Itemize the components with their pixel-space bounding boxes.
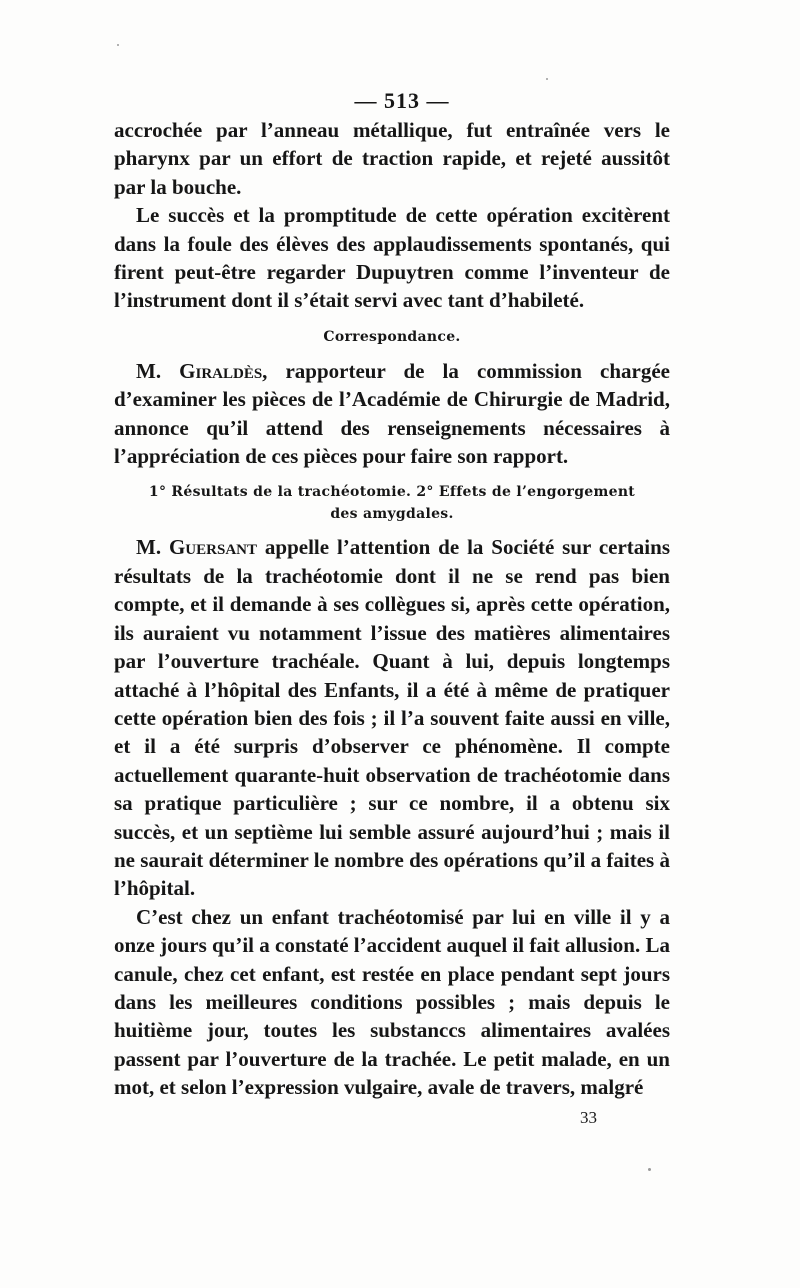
paragraph-body: appelle l’attention de la Société sur certains résultats de la trachéotomie dont il ne se rend pas bien compte, et il demande à ses collègues si, après cette opération, ils auraient vu notamment l’issue des matières alimentaires par l’ouverture trachéale. Quant à lui, depuis longtemps attaché à l’hôpital des Enfants, il a été à même de pratiquer cette opération bien des fois ; il l’a souvent faite aussi en ville, et il a été surpris d’observer ce phénomène. Il compte actuellement quarante-huit observation de trachéotomie dans sa pratique particulière ; sur ce nombre, il a obtenu six succès, et un septième lui semble assuré aujourd’hui ; mais il ne saurait déterminer le nombre des opérations qu’il a faites à l’hôpital. bbox=[114, 535, 670, 901]
paragraph-dupuytren: Le succès et la promptitude de cette opération excitèrent dans la foule des élèves des applaudissements spontanés, qui firent peut-être regarder Dupuytren comme l’inventeur de l’instrument dont il s’était servi avec tant d’habileté. bbox=[114, 203, 670, 313]
heading-line: 1° Résultats de la trachéotomie. 2° Effets de l’engorgement bbox=[148, 484, 636, 501]
paragraph-giraldes bbox=[114, 357, 670, 471]
text-prefix: M. bbox=[136, 358, 180, 383]
paragraph-guersant bbox=[114, 533, 670, 902]
person-name: Guersant bbox=[168, 535, 257, 560]
paragraph-body: , rapporteur de la commission chargée d’examiner les pièces de l’Académie de Chirurgie de Madrid, annonce qu’il attend des renseignements nécessaires à l’appréciation de ces pièces pour faire son rapport. bbox=[114, 358, 670, 469]
paper-speck bbox=[546, 78, 548, 80]
heading-line: des amygdales. bbox=[330, 506, 454, 523]
signature-mark: 33 bbox=[580, 1108, 597, 1127]
paragraph-continuation: accrochée par l’anneau métallique, fut entraînée vers le pharynx par un effort de traction rapide, et rejeté aussitôt par la bouche. bbox=[114, 118, 670, 199]
text-prefix: M. bbox=[136, 535, 169, 560]
text-column bbox=[114, 86, 670, 1102]
section-heading-correspondance: Correspondance. bbox=[323, 328, 461, 345]
page-number: — 513 — bbox=[354, 88, 450, 113]
paragraph-enfant: C’est chez un enfant trachéotomisé par lui en ville il y a onze jours qu’il a constaté l’accident auquel il fait allusion. La canule, chez cet enfant, est restée en place pendant sept jours dans les meilleures conditions possibles ; mais depuis le huitième jour, toutes les substanccs alimentaires avalées passent par l’ouverture de la trachée. Le petit malade, en un mot, et selon l’expression vulgaire, avale de travers, malgré bbox=[114, 904, 670, 1100]
paper-speck bbox=[117, 44, 119, 46]
paper-speck bbox=[648, 1168, 651, 1171]
section-heading-topics bbox=[114, 481, 670, 525]
person-name: Giraldès bbox=[179, 358, 263, 383]
